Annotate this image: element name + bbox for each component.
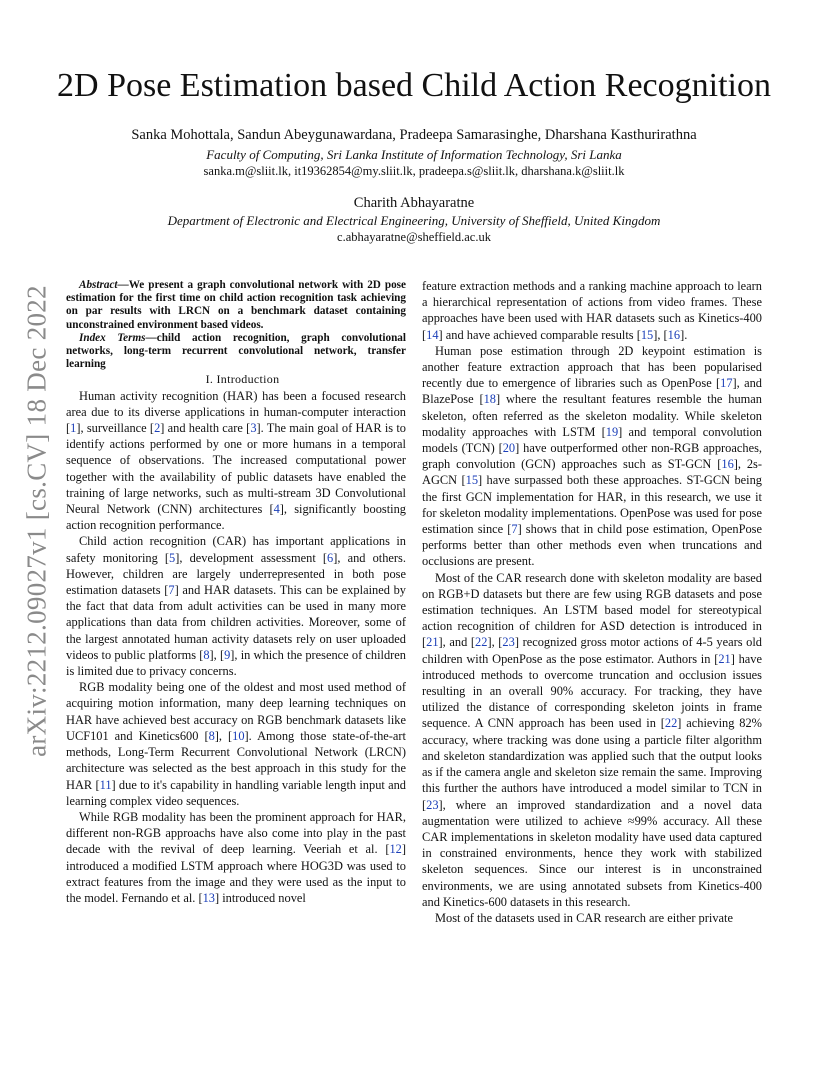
citation-link[interactable]: 21 [426, 635, 439, 650]
citation-link[interactable]: 9 [224, 647, 231, 662]
citation-link[interactable]: 8 [208, 728, 215, 743]
citation-link[interactable]: 22 [664, 716, 678, 731]
citation-link[interactable]: 19 [605, 424, 619, 439]
citation-link[interactable]: 15 [640, 327, 654, 342]
right-column [422, 278, 762, 926]
citation-link[interactable]: 15 [465, 473, 479, 488]
body-paragraph: Human pose estimation through 2D keypoint estimation is another feature extraction approach that has been popularised recently due to emergence of libraries such as OpenPose [17], and BlazePose [18] where the resultant features resemble the human skeleton, often referred as the skeleton modality. While skeleton modality approaches with LSTM [19] and temporal convolution models (TCN) [20] have outperformed other non-RGB approaches, graph convolution (GCN) approaches such as ST-GCN [16], 2s-AGCN [15] have surpassed both these approaches. ST-GCN being the first GCN implementation for HAR, in this research, we use it for skeleton modality implementations. OpenPose was used for pose estimation since [7] shows that in child pose estimation, OpenPose performs better than other methods even when truncations and occlusions are present. [422, 343, 762, 569]
citation-link[interactable]: 4 [273, 502, 280, 517]
citation-link[interactable]: 23 [426, 797, 439, 812]
body-paragraph: RGB modality being one of the oldest and most used method of acquiring motion information, many deep learning techniques on HAR have achieved best accuracy on RGB benchmark datasets like UCF101 and Kinetics600 [8], [10]. Among those state-of-the-art methods, Long-Term Recurrent Convolutional Network (LRCN) architecture was selected as the best approach in this study for the HAR [11] due to it's capability in handling variable length input and learning complex video sequences. [66, 680, 407, 808]
citation-link[interactable]: 2 [154, 421, 161, 436]
citation-link[interactable]: 16 [721, 457, 734, 472]
citation-link[interactable]: 14 [426, 327, 439, 342]
body-paragraph: Most of the datasets used in CAR research are either private [435, 910, 733, 925]
left-paragraphs [66, 388, 406, 907]
paper-title: 2D Pose Estimation based Child Action Recognition [57, 67, 771, 104]
citation-link[interactable]: 21 [718, 651, 731, 666]
section-heading-introduction: I. Introduction [205, 372, 280, 387]
citation-link[interactable]: 10 [232, 728, 245, 743]
body-paragraph: Human activity recognition (HAR) has been a focused research area due to its diverse applications in human-computer interaction [1], surveillance [2] and health care [3]. The main goal of HAR is to identify actions performed by one or more humans in a temporal sequence of observations. The increased computational power together with the availability of public datasets have enabled the training of large networks, such as multi-stream 3D Convolutional Neural Network (CNN) architectures [4], significantly boosting action recognition performance. [66, 388, 407, 533]
citation-link[interactable]: 18 [483, 392, 496, 407]
body-paragraph: Child action recognition (CAR) has important applications in safety monitoring [5], development assessment [6], and others. However, children are largely underrepresented in both pose estimation datasets [7] and HAR datasets. This can be explained by the fact that data from adult activities can be used in many more applications than data from children activities. Moreover, some of the largest annotated human activity datasets rely on user uploaded videos to public platforms [8], [9], in which the presence of children is limited due to privacy concerns. [66, 534, 406, 679]
citation-link[interactable]: 20 [502, 441, 516, 456]
abstract-label: Abstract [79, 279, 118, 291]
affiliation-2: Department of Electronic and Electrical Engineering, University of Sheffield, United Kingdom [167, 213, 661, 228]
citation-link[interactable]: 13 [202, 890, 215, 905]
citation-link[interactable]: 11 [99, 777, 112, 792]
citation-link[interactable]: 8 [203, 647, 210, 662]
abstract [66, 279, 406, 332]
citation-link[interactable]: 16 [667, 327, 681, 342]
authors-line: Sanka Mohottala, Sandun Abeygunawardana, Pradeepa Samarasinghe, Dharshana Kasthurirathna [131, 127, 697, 143]
index-terms [66, 332, 406, 372]
citation-link[interactable]: 17 [720, 376, 733, 391]
email-2: c.abhayaratne@sheffield.ac.uk [337, 230, 491, 244]
affiliation-1: Faculty of Computing, Sri Lanka Institute of Information Technology, Sri Lanka [206, 147, 622, 162]
citation-link[interactable]: 12 [389, 842, 402, 857]
emails-1: sanka.m@sliit.lk, it19362854@my.sliit.lk, pradeepa.s@sliit.lk, dharshana.k@sliit.lk [203, 164, 625, 178]
arxiv-id: arXiv:2212.09027v1 [cs.CV] 18 Dec 2022 [21, 285, 52, 757]
abstract-text: —We present a graph convolutional network with 2D pose estimation for the first time on child action recognition task achieving on par results with LRCN on a benchmark dataset containing unconstrained environment based videos. [66, 279, 406, 331]
citation-link[interactable]: 7 [511, 522, 518, 537]
index-terms-label: Index Terms [79, 331, 146, 344]
right-paragraphs [422, 278, 762, 926]
citation-link[interactable]: 23 [502, 635, 515, 650]
body-paragraph: While RGB modality has been the prominent approach for HAR, different non-RGB approachs have also come into play in the past decade with the revival of deep learning. Veeriah et al. [12] introduced a modified LSTM approach where HOG3D was used to extract features from the image and they were used as the input to the model. Fernando et al. [13] introduced novel [66, 809, 406, 905]
index-terms-text: —child action recognition, graph convolutional networks, long-term recurrent convolutional network, transfer learning [66, 331, 406, 371]
citation-link[interactable]: 5 [169, 550, 176, 565]
author-2: Charith Abhayaratne [353, 195, 475, 211]
body-paragraph: Most of the CAR research done with skeleton modality are based on RGB+D datasets but there are few using RGB datasets and pose estimation techniques. An LSTM based model for stereotypical action recognition of children for ASD detection is introduced in [21], and [22], [23] recognized gross motor actions of 4-5 years old children with OpenPose as the pose estimator. Authors in [21] have introduced methods to overcome truncation and occlusion issues resulting in an overall 90% accuracy. For tracking, they have utilized the distance of corresponding skeleton joints in frame sequence. A CNN approach has been used in [22] achieving 82% accuracy, where tracking was done using a particle filter algorithm and skeleton standardization was applied such that the output looks as if the camera angle and skeleton size remain the same. Improving this further the authors have introduced a model similar to TCN in [23], where an improved standardization and a novel data augmentation were utilized to achieve ≈99% accuracy. All these CAR implementations in skeleton modality have used data captured in constrained environments, hence they work with stabilized skeleton sequences. Since our interest is in unconstrained environments, we are using annotated subsets from Kinetics-400 and Kinetics-600 datasets in this research. [422, 570, 762, 909]
citation-link[interactable]: 6 [327, 550, 334, 565]
citation-link[interactable]: 7 [168, 583, 175, 598]
citation-link[interactable]: 1 [70, 421, 77, 436]
arxiv-sidebar-stamp [22, 282, 52, 760]
left-column [66, 279, 406, 906]
body-paragraph: feature extraction methods and a ranking machine approach to learn a hierarchical representation of actions from video frames. These approaches have been used with HAR datasets such as Kinetics-400 [14] and have achieved comparable results [15], [16]. [422, 279, 762, 342]
citation-link[interactable]: 22 [475, 635, 488, 650]
citation-link[interactable]: 3 [250, 421, 257, 436]
